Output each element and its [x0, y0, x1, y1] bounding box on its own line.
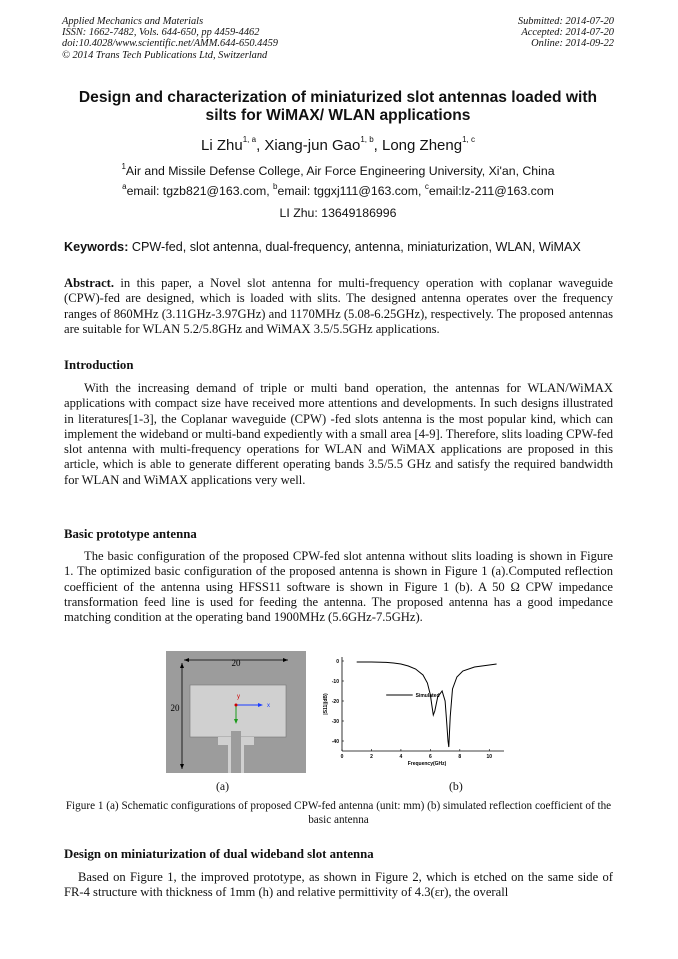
author-name: Li Zhu — [201, 137, 243, 154]
section-heading: Introduction — [64, 358, 134, 372]
keywords — [64, 240, 616, 254]
email-list: $^a$email: tgzb821@163.com, $^b$email: tggxj111@163.com, $^c$email:lz-211@163.com — [122, 182, 554, 198]
email-text: email: tgzb821@163.com — [126, 184, 267, 198]
cpw-gap-right — [241, 745, 244, 773]
email-text: email:lz-211@163.com — [428, 184, 554, 198]
y-tick-label: -30 — [331, 719, 339, 725]
abstract — [64, 276, 613, 337]
journal-info — [62, 16, 278, 61]
email-sup: c — [424, 182, 429, 191]
x-tick-label: 2 — [370, 754, 373, 760]
antenna-schematic — [166, 651, 306, 773]
copyright-line: © 2014 Trans Tech Publications Ltd, Switzerland — [62, 49, 268, 61]
origin-dot — [235, 704, 238, 707]
section-body: With the increasing demand of triple or multi band operation, the antennas for WLAN/WiMAX applications with compact size have received more attentions and developments. In such designs illustrated in literatures[1-3], the Coplanar waveguide (CPW) -fed slots antenna is the most popular kind, which can implement the wideband or multi-band expediently with a small area [4-9]. Therefore, slits loading CPW-fed slot antenna with multi-frequency operations for WLAN and WiMAX applications are proposed in this article, which is able to generate different operating bands 3.5/5.5 GHz and satisfy the required bandwidth for WLAN and WiMAX applications very well. — [64, 381, 613, 487]
legend-label: Simulated — [415, 692, 440, 699]
author-name: Xiang-jun Gao — [264, 137, 361, 154]
keywords-label: Keywords: — [64, 240, 129, 254]
axis-x-label: x — [267, 703, 270, 709]
slot-region — [190, 685, 286, 737]
online-date: Online: 2014-09-22 — [531, 38, 614, 50]
journal-name: Applied Mechanics and Materials — [62, 16, 204, 27]
section-body: Based on Figure 1, the improved prototype, as shown in Figure 2, which is etched on the same side of FR-4 structure with thickness of 1mm (h) and relative permittivity of 4.3(εr), the overall — [64, 870, 613, 900]
x-tick-label: 0 — [340, 754, 344, 760]
axis-y-label: y — [237, 694, 240, 700]
author-sup: 1, a — [242, 135, 257, 144]
abstract-text: in this paper, a Novel slot antenna for multi-frequency operation with coplanar waveguide (CPW)-fed are designed, which is loaded with slits. The designed antenna operates over the frequency ranges of 860MHz (3.11GHz-3.97GHz) and 1170MHz (5.08-6.25GHz), respectively. The proposed antennas are suitable for WLAN 5.2/5.8GHz and WiMAX 3.5/5.5GHz applications. — [64, 276, 613, 336]
x-tick-label: 6 — [428, 754, 432, 760]
feed-line — [231, 731, 241, 773]
contact-phone: LI Zhu: 13649186996 — [279, 206, 397, 220]
issn-line: ISSN: 1662-7482, Vols. 644-650, pp 4459-4462 — [62, 27, 260, 39]
author-sup: 1, b — [360, 135, 374, 144]
y-tick-label: 0 — [336, 659, 339, 665]
dates-info — [518, 16, 614, 50]
affiliation-text: Air and Missile Defense College, Air Force Engineering University, Xi'an, China — [125, 164, 555, 178]
y-tick-label: -20 — [331, 699, 339, 705]
x-tick-label: 10 — [486, 754, 493, 760]
author-name: Long Zheng — [382, 137, 463, 154]
figure-caption: Figure 1 (a) Schematic configurations of proposed CPW-fed antenna (unit: mm) (b) simulated reflection coefficient of the basic antenna — [65, 800, 612, 826]
s11-chart — [318, 651, 518, 773]
dim-label-top: 20 — [231, 658, 241, 668]
section-heading: Design on miniaturization of dual wideband slot antenna — [64, 847, 374, 861]
section-body: The basic configuration of the proposed CPW-fed slot antenna without slits loading is shown in Figure 1. The optimized basic configuration of the proposed antenna is shown in Figure 1 (a).Computed reflection coefficient of the antenna using HFSS11 software is shown in Figure 1 (b). A 50 Ω CPW impedance transformation feed line is used for feeding the antenna. The proposed antenna has a good impedance matching condition at the operating band 1900MHz (5.6GHz-7.5GHz). — [64, 549, 613, 625]
figure-label-a: (a) — [216, 779, 230, 793]
affiliation-sup: 1 — [121, 162, 126, 171]
affiliation — [62, 164, 614, 178]
figure-label-b: (b) — [449, 779, 463, 793]
abstract-label: Abstract. — [64, 276, 115, 290]
y-tick-label: -10 — [331, 679, 339, 685]
x-tick-label: 4 — [399, 754, 403, 760]
figure-1 — [166, 651, 518, 796]
paper-title: Design and characterization of miniaturized slot antennas loaded with silts for WiMAX/ WLAN applications — [78, 89, 598, 124]
keywords-text: CPW-fed, slot antenna, dual-frequency, antenna, miniaturization, WLAN, WiMAX — [131, 240, 581, 254]
doi-line: doi:10.4028/www.scientific.net/AMM.644-650.4459 — [62, 38, 278, 50]
series-line-simulated — [357, 662, 497, 747]
x-axis-title: Frequency(GHz) — [407, 761, 447, 767]
section-heading: Basic prototype antenna — [64, 527, 197, 541]
y-tick-label: -40 — [331, 739, 339, 745]
email-sup: a — [122, 182, 127, 191]
y-axis-title: |S11|(dB) — [323, 693, 329, 715]
x-tick-label: 8 — [458, 754, 462, 760]
email-sup: b — [273, 182, 278, 191]
submitted-date: Submitted: 2014-07-20 — [517, 16, 614, 27]
author-list: Li Zhu$^{1, a}$, Xiang-jun Gao$^{1, b}$, Long Zheng$^{1, c}$ — [201, 135, 475, 154]
dim-label-left: 20 — [170, 703, 180, 713]
accepted-date: Accepted: 2014-07-20 — [521, 27, 614, 39]
email-text: email: tggxj111@163.com — [277, 184, 419, 198]
cpw-gap-left — [228, 745, 231, 773]
author-sup: 1, c — [462, 135, 475, 144]
